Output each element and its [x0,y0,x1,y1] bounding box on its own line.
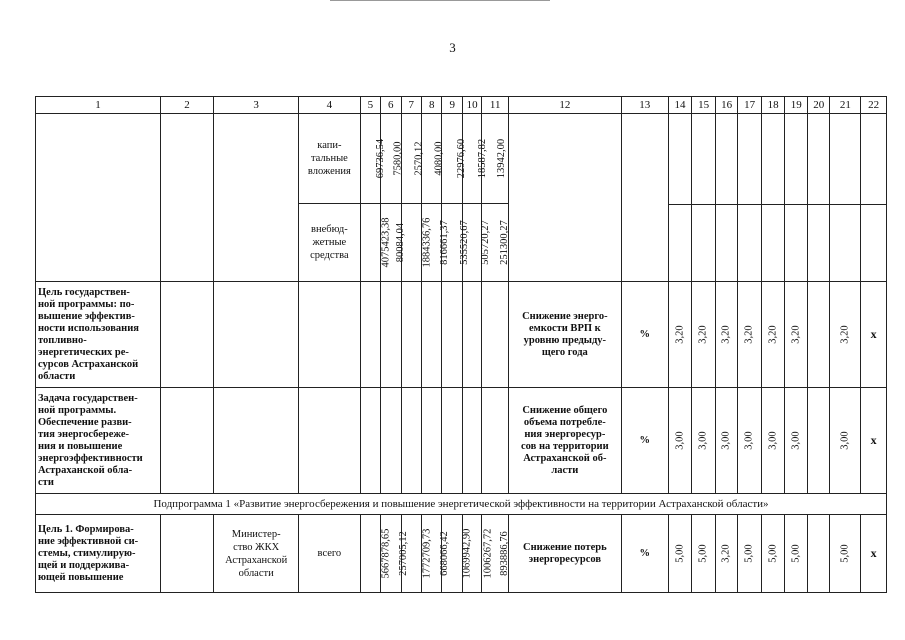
unit: % [621,388,668,494]
money-value: 505720,27 [479,220,491,265]
funding-source-label: внебюд- жетные средства [299,204,360,282]
header-cell: 5 [360,97,380,114]
indicator-value: 3,20 [698,325,710,344]
indicator-value: 3,00 [721,431,733,450]
header-cell: 19 [785,97,808,114]
header-cell: 12 [509,97,622,114]
indicator-text: Снижение потерь энергоресурсов [509,515,622,593]
indicator-value: 5,00 [839,544,851,563]
header-cell: 9 [442,97,462,114]
indicator-value: 3,20 [744,325,756,344]
header-cell: 2 [160,97,213,114]
header-cell: 10 [462,97,481,114]
indicator-value: 3,00 [839,431,851,450]
money-value: 893886,76 [499,531,511,576]
subprogram-row [36,494,887,515]
indicator-value: 3,20 [721,544,733,563]
unit: % [621,515,668,593]
indicator-value: 5,00 [698,544,710,563]
money-value: 816661,37 [438,220,450,265]
cross-mark: х [861,515,887,593]
indicator-value: 5,00 [790,544,802,563]
indicator-value: 3,20 [721,325,733,344]
page-number: 3 [449,40,456,55]
money-value: 13942,00 [496,138,508,179]
money-value: 1069942,90 [461,528,473,579]
header-cell: 20 [807,97,830,114]
header-cell: 16 [715,97,738,114]
money-value: 251300,27 [499,220,511,265]
responsible-org: Министер- ство ЖКХ Астраханской области [214,515,299,593]
top-rule [330,0,550,3]
funding-source-label: капи- тальные вложения [299,114,360,204]
money-value: 18587,82 [477,138,489,179]
money-value: 668066,42 [438,531,450,576]
indicator-value: 5,00 [744,544,756,563]
money-value: 22976,60 [456,138,468,179]
money-value: 69736,54 [374,138,386,179]
header-cell: 8 [422,97,442,114]
header-cell: 17 [738,97,762,114]
funding-source-label: всего [299,515,360,593]
indicator-text: Снижение общего объема потребле- ния энергоресур- сов на территории Астраханской об- ласти [509,388,622,494]
indicator-text: Снижение энерго- емкости ВРП к уровню предыду- щего года [509,282,622,388]
indicator-value: 3,00 [767,431,779,450]
task-text: Задача государствен- ной программы. Обеспечение разви- тия энергосбереже- ния и повышение энергоэффективности Астраханской обла- сти [36,388,161,494]
capital-row [36,114,887,204]
cross-mark: х [861,282,887,388]
program-table [35,96,887,593]
task-row [36,388,887,494]
indicator-value: 3,00 [698,431,710,450]
subprogram-title: Подпрограмма 1 «Развитие энергосбережения и повышение энергетической эффективности на территории Астраханской области» [36,494,887,515]
header-cell: 15 [692,97,716,114]
header-cell: 22 [861,97,887,114]
header-row [36,97,887,114]
money-value: 535520,67 [459,220,471,265]
unit: % [621,282,668,388]
goal1-text: Цель 1. Формирова- ние эффективной си- стемы, стимулирую- щей и поддержива- ющей повышение [36,515,161,593]
indicator-value: 3,20 [767,325,779,344]
money-value: 1006267,72 [482,528,494,579]
header-cell: 18 [761,97,785,114]
indicator-value: 3,20 [839,325,851,344]
header-cell: 11 [482,97,509,114]
indicator-value: 3,00 [744,431,756,450]
goal-row [36,282,887,388]
header-cell: 7 [401,97,421,114]
money-value: 5667878,65 [380,528,392,579]
header-cell: 1 [36,97,161,114]
money-value: 407542З,38 [380,217,392,268]
header-cell: 14 [668,97,692,114]
money-value: 2570,12 [413,141,425,176]
money-value: 7580,00 [392,141,404,176]
money-value: 80084,04 [395,222,407,263]
indicator-value: 3,20 [674,325,686,344]
indicator-value: 3,20 [790,325,802,344]
indicator-value: 3,00 [790,431,802,450]
cross-mark: х [861,388,887,494]
header-cell: 4 [299,97,360,114]
indicator-value: 3,00 [674,431,686,450]
money-value: 1772709,73 [420,528,432,579]
goal-text: Цель государствен- ной программы: по- вышение эффектив- ности использования топливно- энергетических ре- сурсов Астраханской области [36,282,161,388]
header-cell: 21 [830,97,861,114]
header-cell: 13 [621,97,668,114]
indicator-value: 5,00 [674,544,686,563]
money-value: 257005,12 [397,531,409,576]
money-value: 1884336,76 [420,217,432,268]
header-cell: 3 [214,97,299,114]
goal1-row [36,515,887,593]
money-value: 4080,00 [433,141,445,176]
indicator-value: 5,00 [767,544,779,563]
header-cell: 6 [381,97,401,114]
